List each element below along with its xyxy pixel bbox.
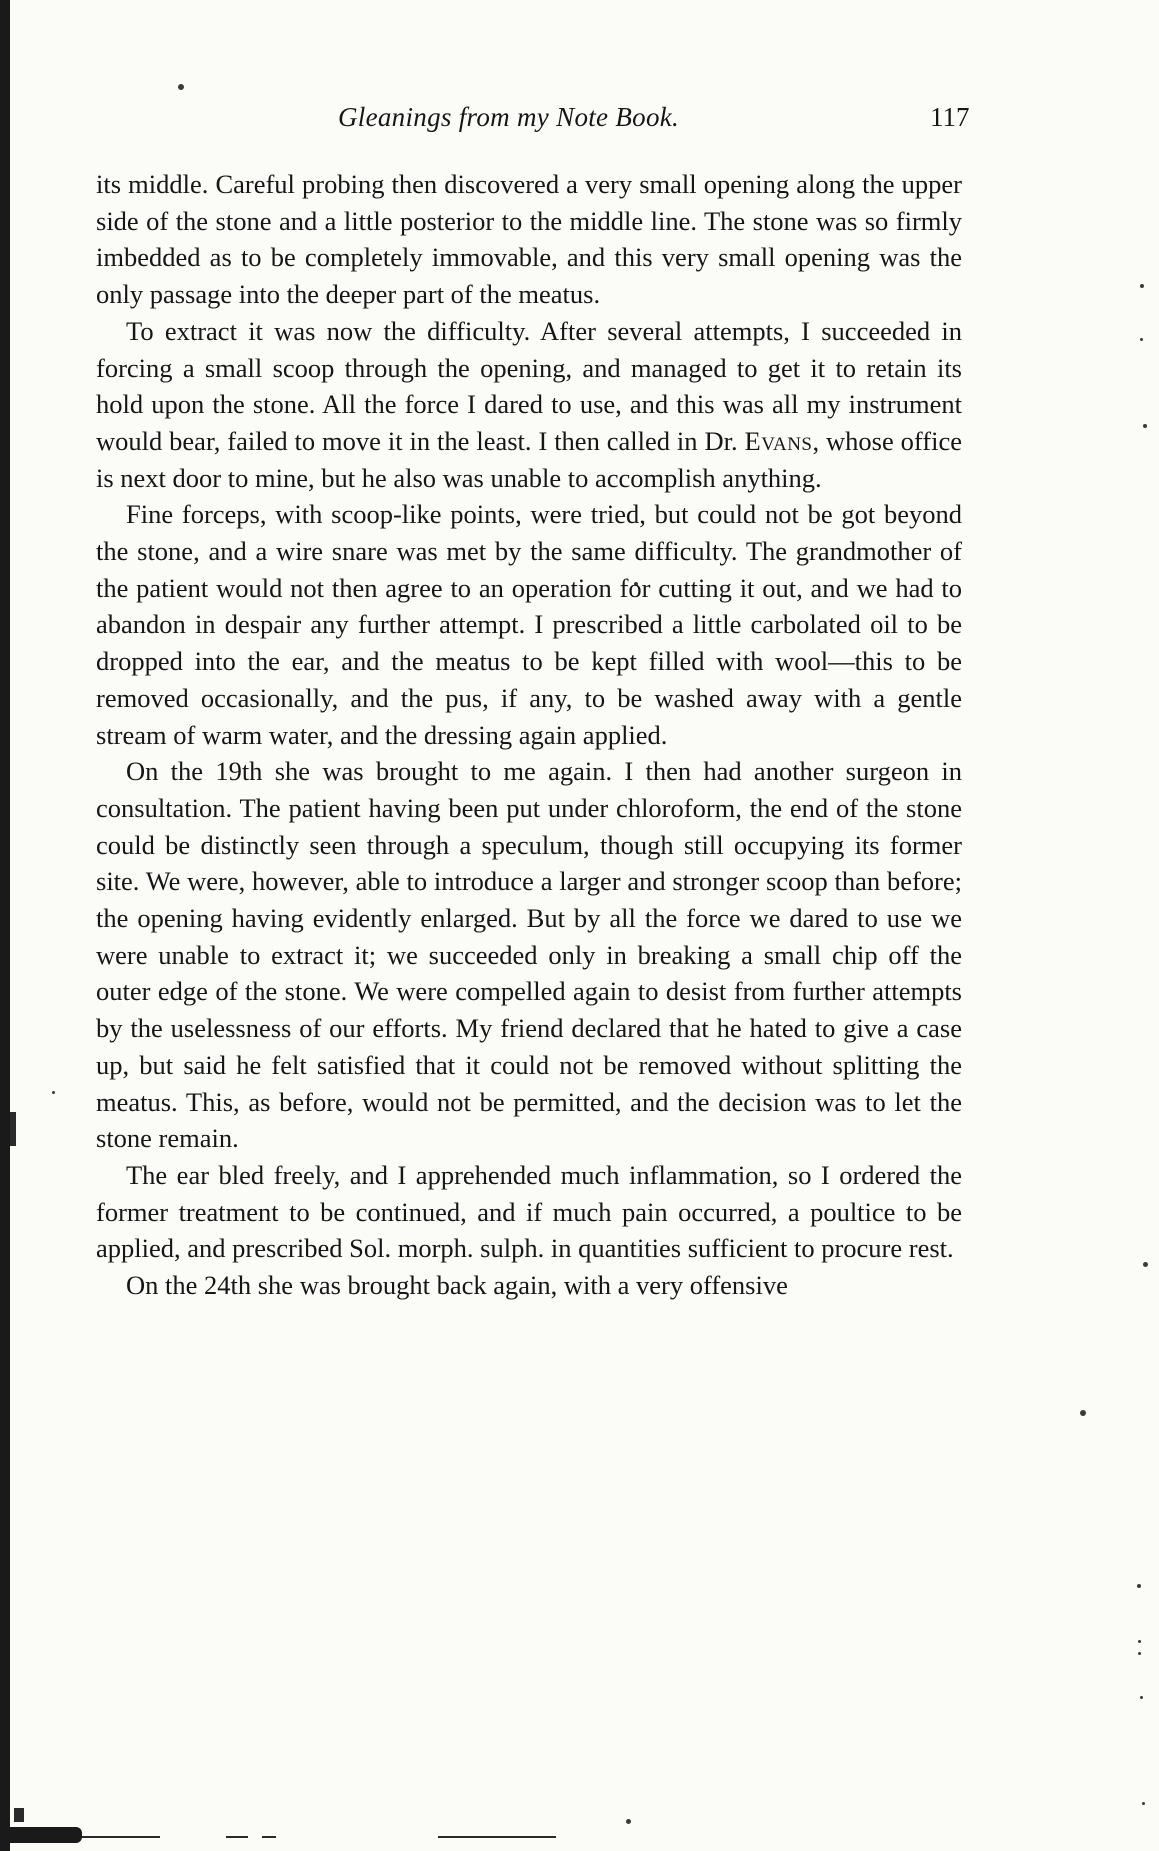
scan-bottom-rule: [226, 1836, 248, 1838]
person-name: Evans: [744, 425, 813, 456]
scan-speck: [1138, 1652, 1141, 1655]
page-binding-corner: [0, 1827, 82, 1843]
scan-speck: [1137, 1584, 1141, 1588]
paragraph: its middle. Careful probing then discovered a very small opening along the upper side of the stone and a little posterior to the middle line. The stone was so firmly imbedded as to be completely immovable, and this very small opening was the only passage into the deeper part of the meatus.: [96, 169, 962, 310]
scan-speck: [1080, 1410, 1086, 1416]
scan-speck: [52, 1091, 55, 1094]
paragraph: Fine forceps, with scoop-like points, were tried, but could not be got beyond the stone, and a wire snare was met by the same difficulty. The grandmother of the patient would not then agree to an operation for cutting it out, and we had to abandon in despair any further attempt. I prescribed a little carbolated oil to be dropped into the ear, and the meatus to be kept filled with wool—this to be removed occasionally, and the pus, if any, to be washed away with a gentle stream of warm water, and the dressing again applied.: [96, 499, 962, 750]
scan-speck: [1143, 1262, 1148, 1267]
paragraph: The ear bled freely, and I apprehended much inflammation, so I ordered the former treatment to be continued, and if much pain occurred, a poultice to be applied, and prescribed Sol. morph. sulph. in quantities sufficient to procure rest.: [96, 1159, 962, 1264]
scan-speck: [626, 1819, 631, 1824]
scan-bottom-rule: [82, 1836, 160, 1838]
paragraph: [96, 313, 962, 497]
binding-fleck: [14, 1808, 24, 1822]
scan-bottom-rule: [438, 1836, 556, 1838]
scan-speck: [1143, 424, 1147, 428]
scan-speck: [1140, 338, 1143, 341]
scan-speck: [1140, 1696, 1143, 1699]
scan-speck: [1142, 1802, 1145, 1805]
paragraph: On the 19th she was brought to me again. I then had another surgeon in consultation. The patient having been put under chloroform, the end of the stone could be distinctly seen through a speculum, though still occupying its former site. We were, however, able to introduce a larger and stronger scoop than before; the opening having evidently enlarged. But by all the force we dared to use we were unable to extract it; we succeeded only in breaking a small chip off the outer edge of the stone. We were compelled again to desist from further attempts by the uselessness of our efforts. My friend declared that he hated to give a case up, but said he felt satisfied that it could not be removed without splitting the meatus. This, as before, would not be permitted, and the decision was to let the stone remain.: [96, 756, 962, 1154]
scan-speck: [1138, 1640, 1141, 1643]
body-text: [96, 166, 962, 1304]
paragraph-text-continued: , whose office is next door to mine, but he also was unable to accomplish anything.: [96, 425, 962, 493]
scan-speck: [178, 84, 184, 90]
paragraph: On the 24th she was brought back again, with a very offensive: [126, 1270, 788, 1301]
scan-speck: [1140, 284, 1144, 288]
running-title: Gleanings from my Note Book.: [338, 102, 680, 132]
page-binding-edge: [0, 0, 10, 1851]
binding-fleck: [10, 1112, 16, 1146]
scan-bottom-rule: [262, 1836, 276, 1838]
paragraph-text: To extract it was now the difficulty. After several attempts, I succeeded in forcing a small scoop through the opening, and managed to get it to retain its hold upon the stone. All the force I dared to use, and this was all my instrument would bear, failed to move it in the least. I then called in Dr.: [96, 315, 962, 456]
page-number: 117: [930, 102, 970, 132]
